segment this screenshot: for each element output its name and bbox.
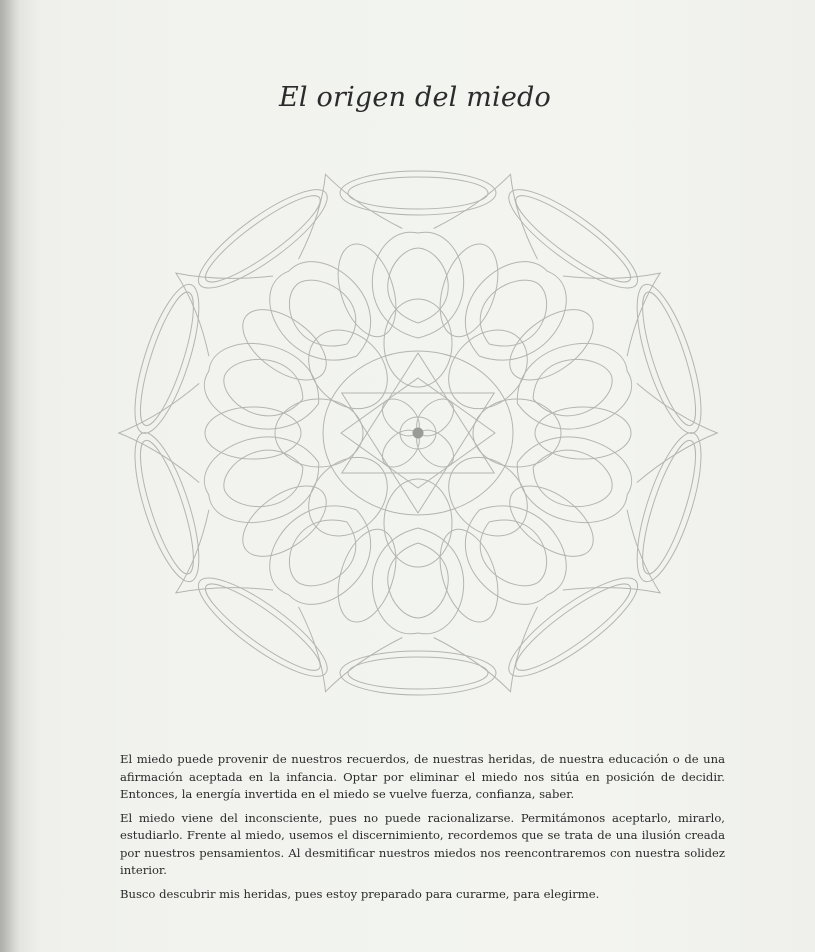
- large-petal: [517, 344, 631, 430]
- outer-oval: [187, 175, 339, 302]
- outer-oval: [624, 278, 714, 440]
- outer-oval-inner: [632, 436, 706, 579]
- middle-petal: [384, 299, 452, 387]
- middle-petal: [473, 399, 561, 467]
- outer-spike: [299, 174, 403, 259]
- outer-spike: [299, 607, 403, 692]
- outer-oval: [340, 171, 496, 215]
- middle-petal: [384, 479, 452, 567]
- large-petal-inner: [289, 520, 355, 586]
- center-dot: [413, 428, 424, 439]
- outer-oval-inner: [348, 657, 488, 689]
- outer-oval: [122, 278, 212, 440]
- outer-oval-inner: [632, 287, 706, 430]
- body-text: [120, 751, 725, 909]
- large-petal-inner: [289, 280, 355, 346]
- outer-spike: [434, 607, 538, 692]
- large-petal: [204, 437, 318, 523]
- large-petal: [517, 437, 631, 523]
- outer-oval: [497, 175, 649, 302]
- large-petal-inner: [388, 543, 448, 618]
- large-petal-inner: [480, 520, 546, 586]
- paragraph-3: Busco descubrir mis heridas, pues estoy preparado para curarme, para elegirme.: [120, 886, 600, 901]
- outer-oval: [122, 426, 212, 588]
- star-triangle-up: [342, 353, 494, 473]
- page-gutter-shadow: [0, 0, 20, 952]
- outer-oval: [497, 564, 649, 691]
- page-title: El origen del miedo: [279, 82, 551, 113]
- paragraph-2: El miedo viene del inconsciente, pues no puede racionalizarse. Permitámonos aceptarlo, mirarlo, estudiarlo. Frente al miedo, usemos el discernimiento, recordemos que se trata de una ilusión creada por nuestros pensamientos. Al desmitificar nuestros miedos nos reencontraremos con nuestra solidez interior.: [120, 810, 725, 877]
- outer-oval: [624, 426, 714, 588]
- large-petal-inner: [388, 248, 448, 323]
- outer-oval-inner: [130, 436, 204, 579]
- leaf-petal: [535, 407, 631, 459]
- outer-spike: [637, 383, 717, 482]
- outer-oval: [340, 651, 496, 695]
- outer-oval-inner: [348, 177, 488, 209]
- large-petal-inner: [480, 280, 546, 346]
- outer-spike: [434, 174, 538, 259]
- paragraph-1: El miedo puede provenir de nuestros recuerdos, de nuestras heridas, de nuestra educación o de una afirmación aceptada en la infancia. Optar por eliminar el miedo nos sitúa en posición de decidir. Entonces, la energía invertida en el miedo se vuelve fuerza, confianza, saber.: [120, 752, 725, 801]
- middle-petal: [275, 399, 363, 467]
- outer-oval: [187, 564, 339, 691]
- large-petal: [204, 344, 318, 430]
- leaf-petal: [205, 407, 301, 459]
- outer-spike: [119, 383, 199, 482]
- outer-oval-inner: [130, 287, 204, 430]
- mandala-icon: [102, 148, 734, 718]
- star-triangle-down: [342, 393, 494, 513]
